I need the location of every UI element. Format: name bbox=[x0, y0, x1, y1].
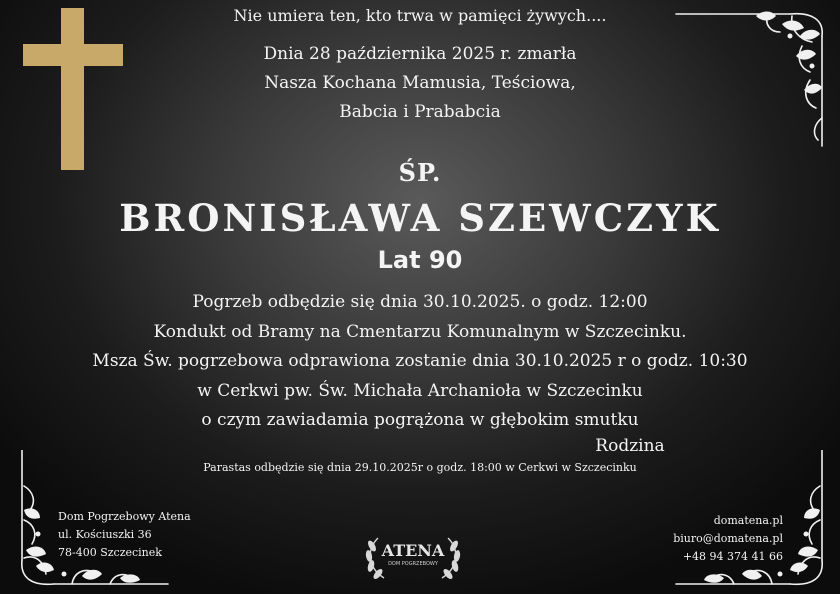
age: Lat 90 bbox=[377, 246, 463, 274]
contact-phone: +48 94 374 41 66 bbox=[682, 550, 783, 563]
details-line: w Cerkwi pw. Św. Michała Archanioła w Szczecinku bbox=[197, 380, 643, 401]
logo-brand: ATENA bbox=[381, 541, 445, 560]
logo-subtitle: DOM POGRZEBOWY bbox=[388, 561, 438, 567]
deceased-name: BRONISŁAWA SZEWCZYK bbox=[119, 196, 721, 240]
company-name: Dom Pogrzebowy Atena bbox=[58, 510, 191, 523]
funeral-details bbox=[0, 288, 840, 436]
details-line: Kondukt od Bramy na Cmentarzu Komunalnym w Szczecinku. bbox=[153, 321, 687, 342]
signature: Rodzina bbox=[595, 436, 665, 456]
contact-website: domatena.pl bbox=[713, 514, 783, 527]
company-city: 78-400 Szczecinek bbox=[58, 546, 162, 559]
details-line: Msza Św. pogrzebowa odprawiona zostanie dnia 30.10.2025 r o godz. 10:30 bbox=[92, 351, 748, 371]
details-line: o czym zawiadamia pogrążona w głębokim smutku bbox=[201, 410, 639, 430]
floral-corner-icon bbox=[12, 450, 172, 594]
intro-line: Babcia i Prababcia bbox=[339, 102, 501, 122]
details-line: Pogrzeb odbędzie się dnia 30.10.2025. o godz. 12:00 bbox=[192, 292, 648, 312]
laurel-wreath-icon bbox=[358, 524, 468, 584]
intro-line: Dnia 28 października 2025 r. zmarła bbox=[263, 44, 577, 64]
floral-corner-icon bbox=[670, 450, 832, 594]
company-street: ul. Kościuszki 36 bbox=[58, 528, 152, 541]
floral-corner-icon bbox=[672, 6, 832, 151]
motto: Nie umiera ten, kto trwa w pamięci żywych.... bbox=[233, 6, 607, 25]
intro-line: Nasza Kochana Mamusia, Teściowa, bbox=[264, 73, 576, 93]
contact-email: biuro@domatena.pl bbox=[673, 532, 783, 545]
parastas-note: Parastas odbędzie się dnia 29.10.2025r o godz. 18:00 w Cerkwi w Szczecinku bbox=[203, 461, 637, 474]
honorific: ŚP. bbox=[398, 158, 442, 187]
